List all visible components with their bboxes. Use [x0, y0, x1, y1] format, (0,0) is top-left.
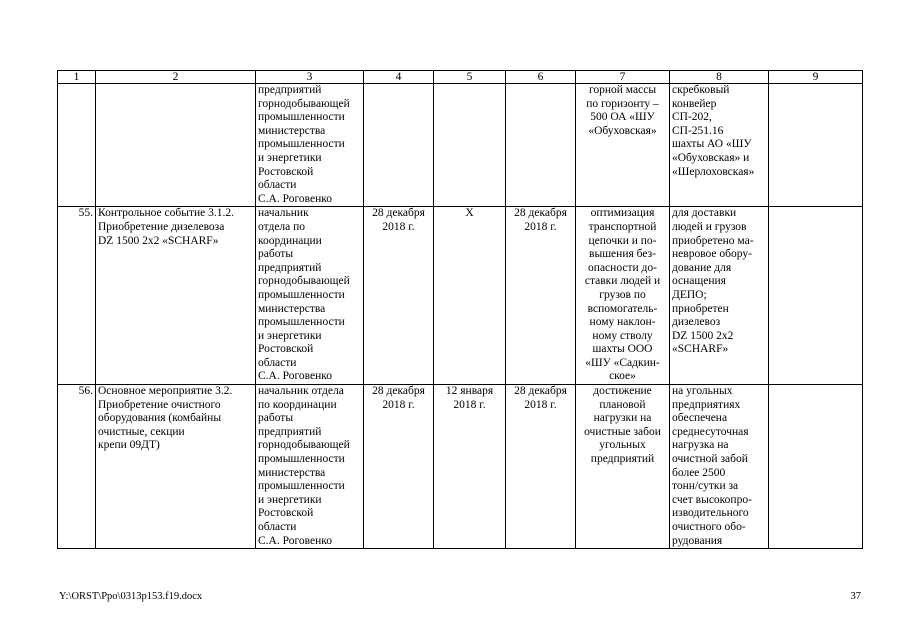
col-header-7: 7 — [576, 71, 670, 84]
start-date: 28 декабря 2018 г. — [364, 385, 434, 549]
col-header-6: 6 — [506, 71, 576, 84]
expected-result: оптимизация транспортной цепочки и по- вышения без- опасности до- ставки людей и грузов по вспомогатель- ному наклон- ному стволу шахты ООО «ШУ «Садкин- ское» — [576, 207, 670, 385]
col-header-4: 4 — [364, 71, 434, 84]
end-date: 12 января 2018 г. — [434, 385, 506, 549]
end-date: X — [434, 207, 506, 385]
expected-result: достижение плановой нагрузки на очистные забои угольных предприятий — [576, 385, 670, 549]
control-date: 28 декабря 2018 г. — [506, 385, 576, 549]
control-date — [506, 84, 576, 207]
control-date: 28 декабря 2018 г. — [506, 207, 576, 385]
col-header-2: 2 — [96, 71, 256, 84]
note — [769, 84, 863, 207]
row-number: 55. — [58, 207, 96, 385]
col-header-5: 5 — [434, 71, 506, 84]
col-header-8: 8 — [670, 71, 769, 84]
expected-result: горной массы по горизонту – 500 ОА «ШУ «Обуховская» — [576, 84, 670, 207]
start-date: 28 декабря 2018 г. — [364, 207, 434, 385]
row-number — [58, 84, 96, 207]
row-number: 56. — [58, 385, 96, 549]
responsible-person: начальник отдела по координации работы предприятий горнодобывающей промышленности министерства промышленности и энергетики Ростовской области С.А. Роговенко — [256, 385, 364, 549]
end-date — [434, 84, 506, 207]
column-number-row — [58, 71, 863, 84]
note — [769, 385, 863, 549]
table-row — [58, 385, 863, 549]
event-name: Основное мероприятие 3.2. Приобретение очистного оборудования (комбайны очистные, секции крепи 09ДТ) — [96, 385, 256, 549]
actual-result: скребковый конвейер СП-202, СП-251.16 шахты АО «ШУ «Обуховская» и «Шерлоховская» — [670, 84, 769, 207]
note — [769, 207, 863, 385]
page-number: 37 — [850, 591, 861, 602]
responsible-person: предприятий горнодобывающей промышленности министерства промышленности и энергетики Ростовской области С.А. Роговенко — [256, 84, 364, 207]
event-name: Контрольное событие 3.1.2. Приобретение дизелевоза DZ 1500 2x2 «SCHARF» — [96, 207, 256, 385]
events-table — [57, 70, 863, 549]
responsible-person: начальник отдела по координации работы предприятий горнодобывающей промышленности министерства промышленности и энергетики Ростовской области С.А. Роговенко — [256, 207, 364, 385]
actual-result: на угольных предприятиях обеспечена среднесуточная нагрузка на очистной забой более 2500 тонн/сутки за счет высокопро- изводительного очистного обо- рудования — [670, 385, 769, 549]
table-row — [58, 84, 863, 207]
col-header-9: 9 — [769, 71, 863, 84]
table-row — [58, 207, 863, 385]
col-header-3: 3 — [256, 71, 364, 84]
actual-result: для доставки людей и грузов приобретено ма- невровое обору- дование для оснащения ДЕПО; приобретен дизелевоз DZ 1500 2x2 «SCHARF» — [670, 207, 769, 385]
col-header-1: 1 — [58, 71, 96, 84]
start-date — [364, 84, 434, 207]
footer-file-path: Y:\ORST\Ppo\0313p153.f19.docx — [59, 591, 203, 602]
event-name — [96, 84, 256, 207]
